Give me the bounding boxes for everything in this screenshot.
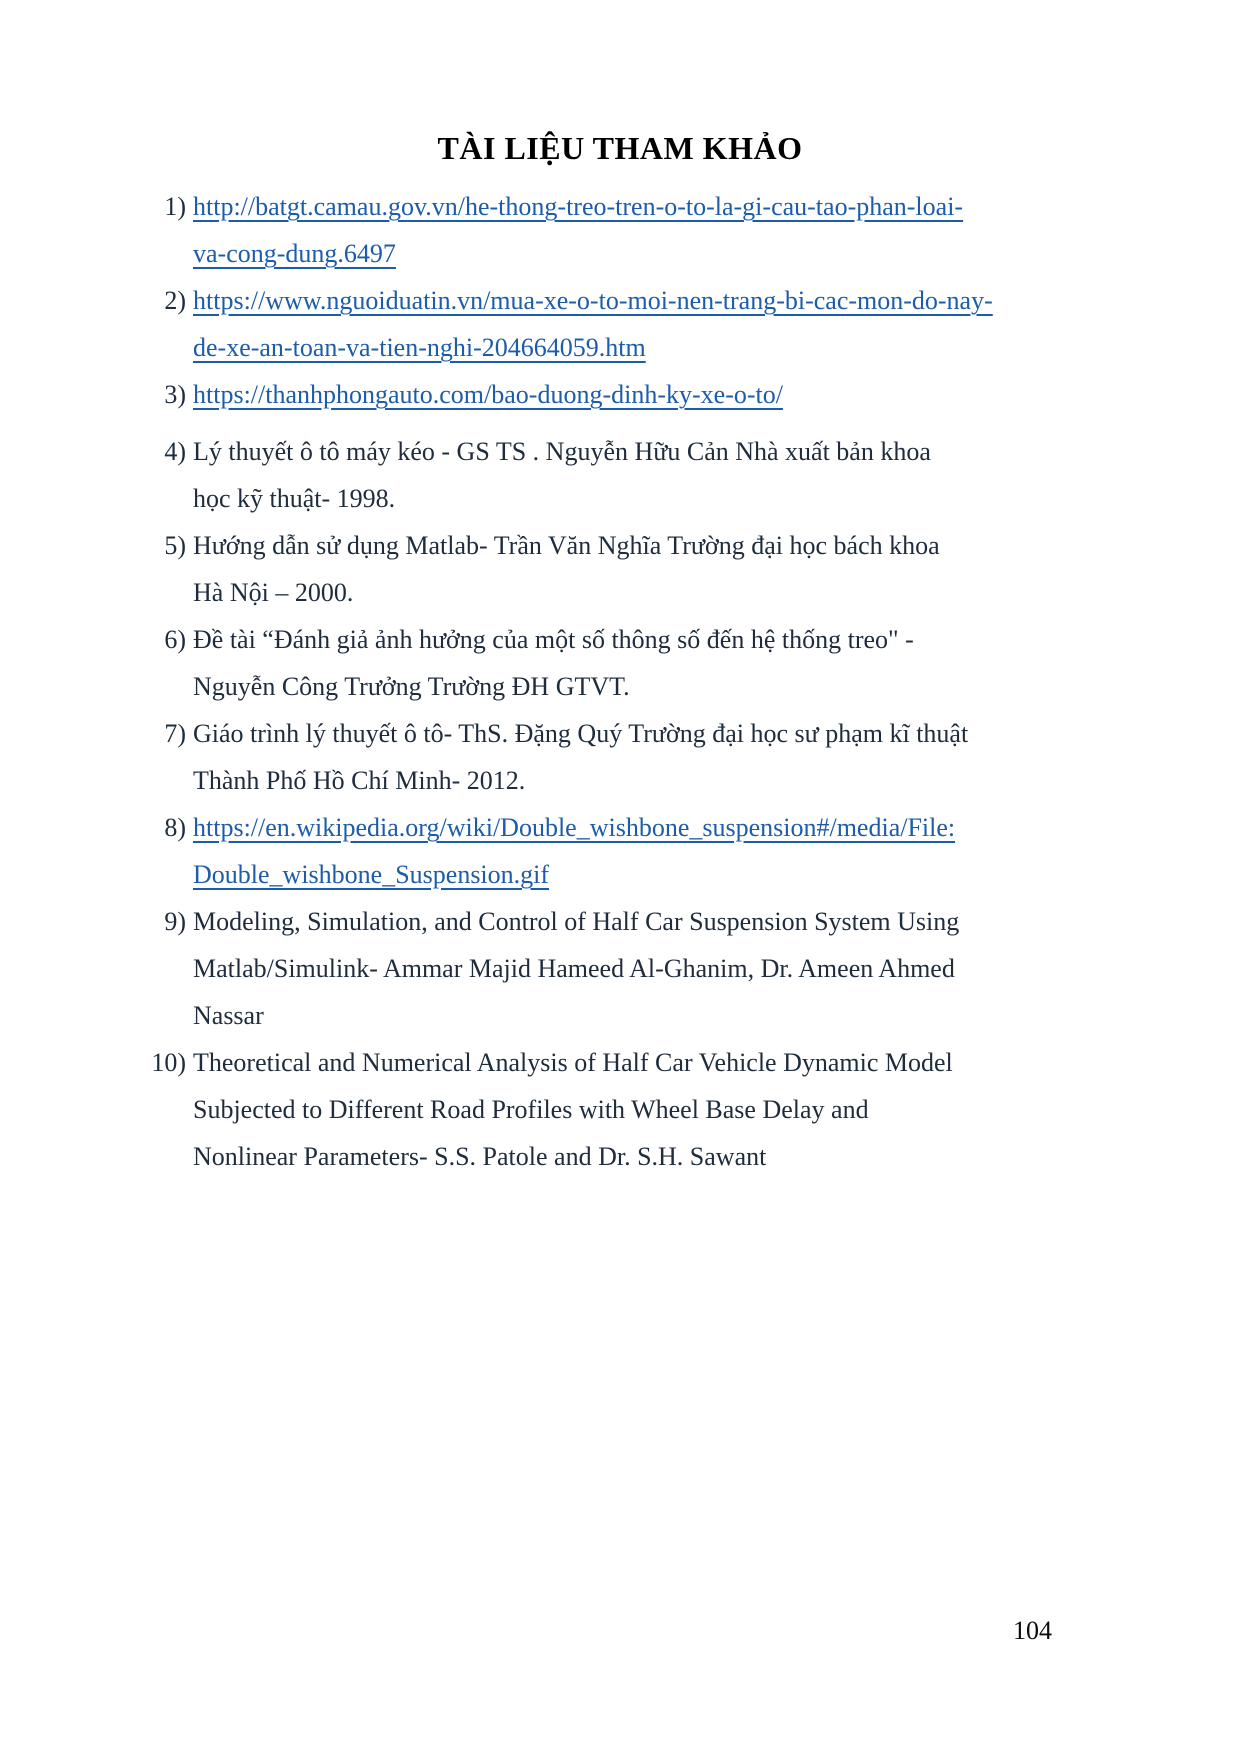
references-list [151, 183, 1120, 1180]
page-title: TÀI LIỆU THAM KHẢO [437, 130, 803, 166]
reference-number: 9) [164, 907, 186, 936]
reference-lines [193, 522, 1120, 616]
reference-text-line: Nonlinear Parameters- S.S. Patole and Dr. S.H. Sawant [193, 1142, 767, 1171]
reference-text-line: Theoretical and Numerical Analysis of Half Car Vehicle Dynamic Model [193, 1048, 953, 1077]
reference-text-line: Modeling, Simulation, and Control of Half Car Suspension System Using [193, 907, 960, 936]
reference-text-line: Đề tài “Đánh giả ảnh hưởng của một số thông số đến hệ thống treo" - [193, 625, 914, 654]
reference-number: 2) [164, 286, 186, 315]
reference-text-line: Hà Nội – 2000. [193, 578, 354, 607]
reference-link-line[interactable]: https://en.wikipedia.org/wiki/Double_wishbone_suspension#/media/File: [193, 813, 956, 842]
reference-number: 8) [164, 813, 186, 842]
reference-text-line: học kỹ thuật- 1998. [193, 484, 396, 513]
reference-lines [193, 183, 1120, 277]
reference-item [160, 371, 1120, 418]
reference-text-line: Lý thuyết ô tô máy kéo - GS TS . Nguyễn Hữu Cản Nhà xuất bản khoa [193, 437, 931, 466]
reference-lines [193, 898, 1120, 1039]
reference-number: 5) [164, 531, 186, 560]
reference-lines [193, 371, 1120, 418]
reference-text-line: Matlab/Simulink- Ammar Majid Hameed Al-Ghanim, Dr. Ameen Ahmed [193, 954, 955, 983]
reference-item [160, 428, 1120, 522]
reference-lines [193, 804, 1120, 898]
reference-link-line[interactable]: https://www.nguoiduatin.vn/mua-xe-o-to-moi-nen-trang-bi-cac-mon-do-nay- [193, 286, 993, 315]
reference-item [160, 616, 1120, 710]
page-number: 104 [1013, 1616, 1052, 1645]
reference-item [151, 1039, 1120, 1180]
reference-item [160, 710, 1120, 804]
reference-link-line[interactable]: http://batgt.camau.gov.vn/he-thong-treo-tren-o-to-la-gi-cau-tao-phan-loai- [193, 192, 964, 221]
reference-text-line: Giáo trình lý thuyết ô tô- ThS. Đặng Quý Trường đại học sư phạm kĩ thuật [193, 719, 969, 748]
reference-link-line[interactable]: Double_wishbone_Suspension.gif [193, 860, 550, 889]
reference-item [160, 183, 1120, 277]
reference-number: 7) [164, 719, 186, 748]
reference-number: 4) [164, 437, 186, 466]
reference-item [160, 804, 1120, 898]
reference-number: 10) [151, 1048, 186, 1077]
reference-item [160, 898, 1120, 1039]
reference-text-line: Nguyễn Công Trưởng Trường ĐH GTVT. [193, 672, 630, 701]
reference-link-line[interactable]: va-cong-dung.6497 [193, 239, 396, 268]
reference-lines [193, 277, 1120, 371]
reference-text-line: Nassar [193, 1001, 264, 1030]
reference-number: 3) [164, 380, 186, 409]
reference-lines [193, 1039, 1120, 1180]
reference-lines [193, 428, 1120, 522]
reference-link-line[interactable]: https://thanhphongauto.com/bao-duong-dinh-ky-xe-o-to/ [193, 380, 783, 409]
reference-text-line: Hướng dẫn sử dụng Matlab- Trần Văn Nghĩa Trường đại học bách khoa [193, 531, 940, 560]
reference-item [160, 522, 1120, 616]
reference-number: 6) [164, 625, 186, 654]
reference-text-line: Subjected to Different Road Profiles with Wheel Base Delay and [193, 1095, 869, 1124]
reference-link-line[interactable]: de-xe-an-toan-va-tien-nghi-204664059.htm [193, 333, 646, 362]
reference-text-line: Thành Phố Hồ Chí Minh- 2012. [193, 766, 526, 795]
reference-number: 1) [164, 192, 186, 221]
reference-lines [193, 710, 1120, 804]
reference-item [160, 277, 1120, 371]
reference-lines [193, 616, 1120, 710]
